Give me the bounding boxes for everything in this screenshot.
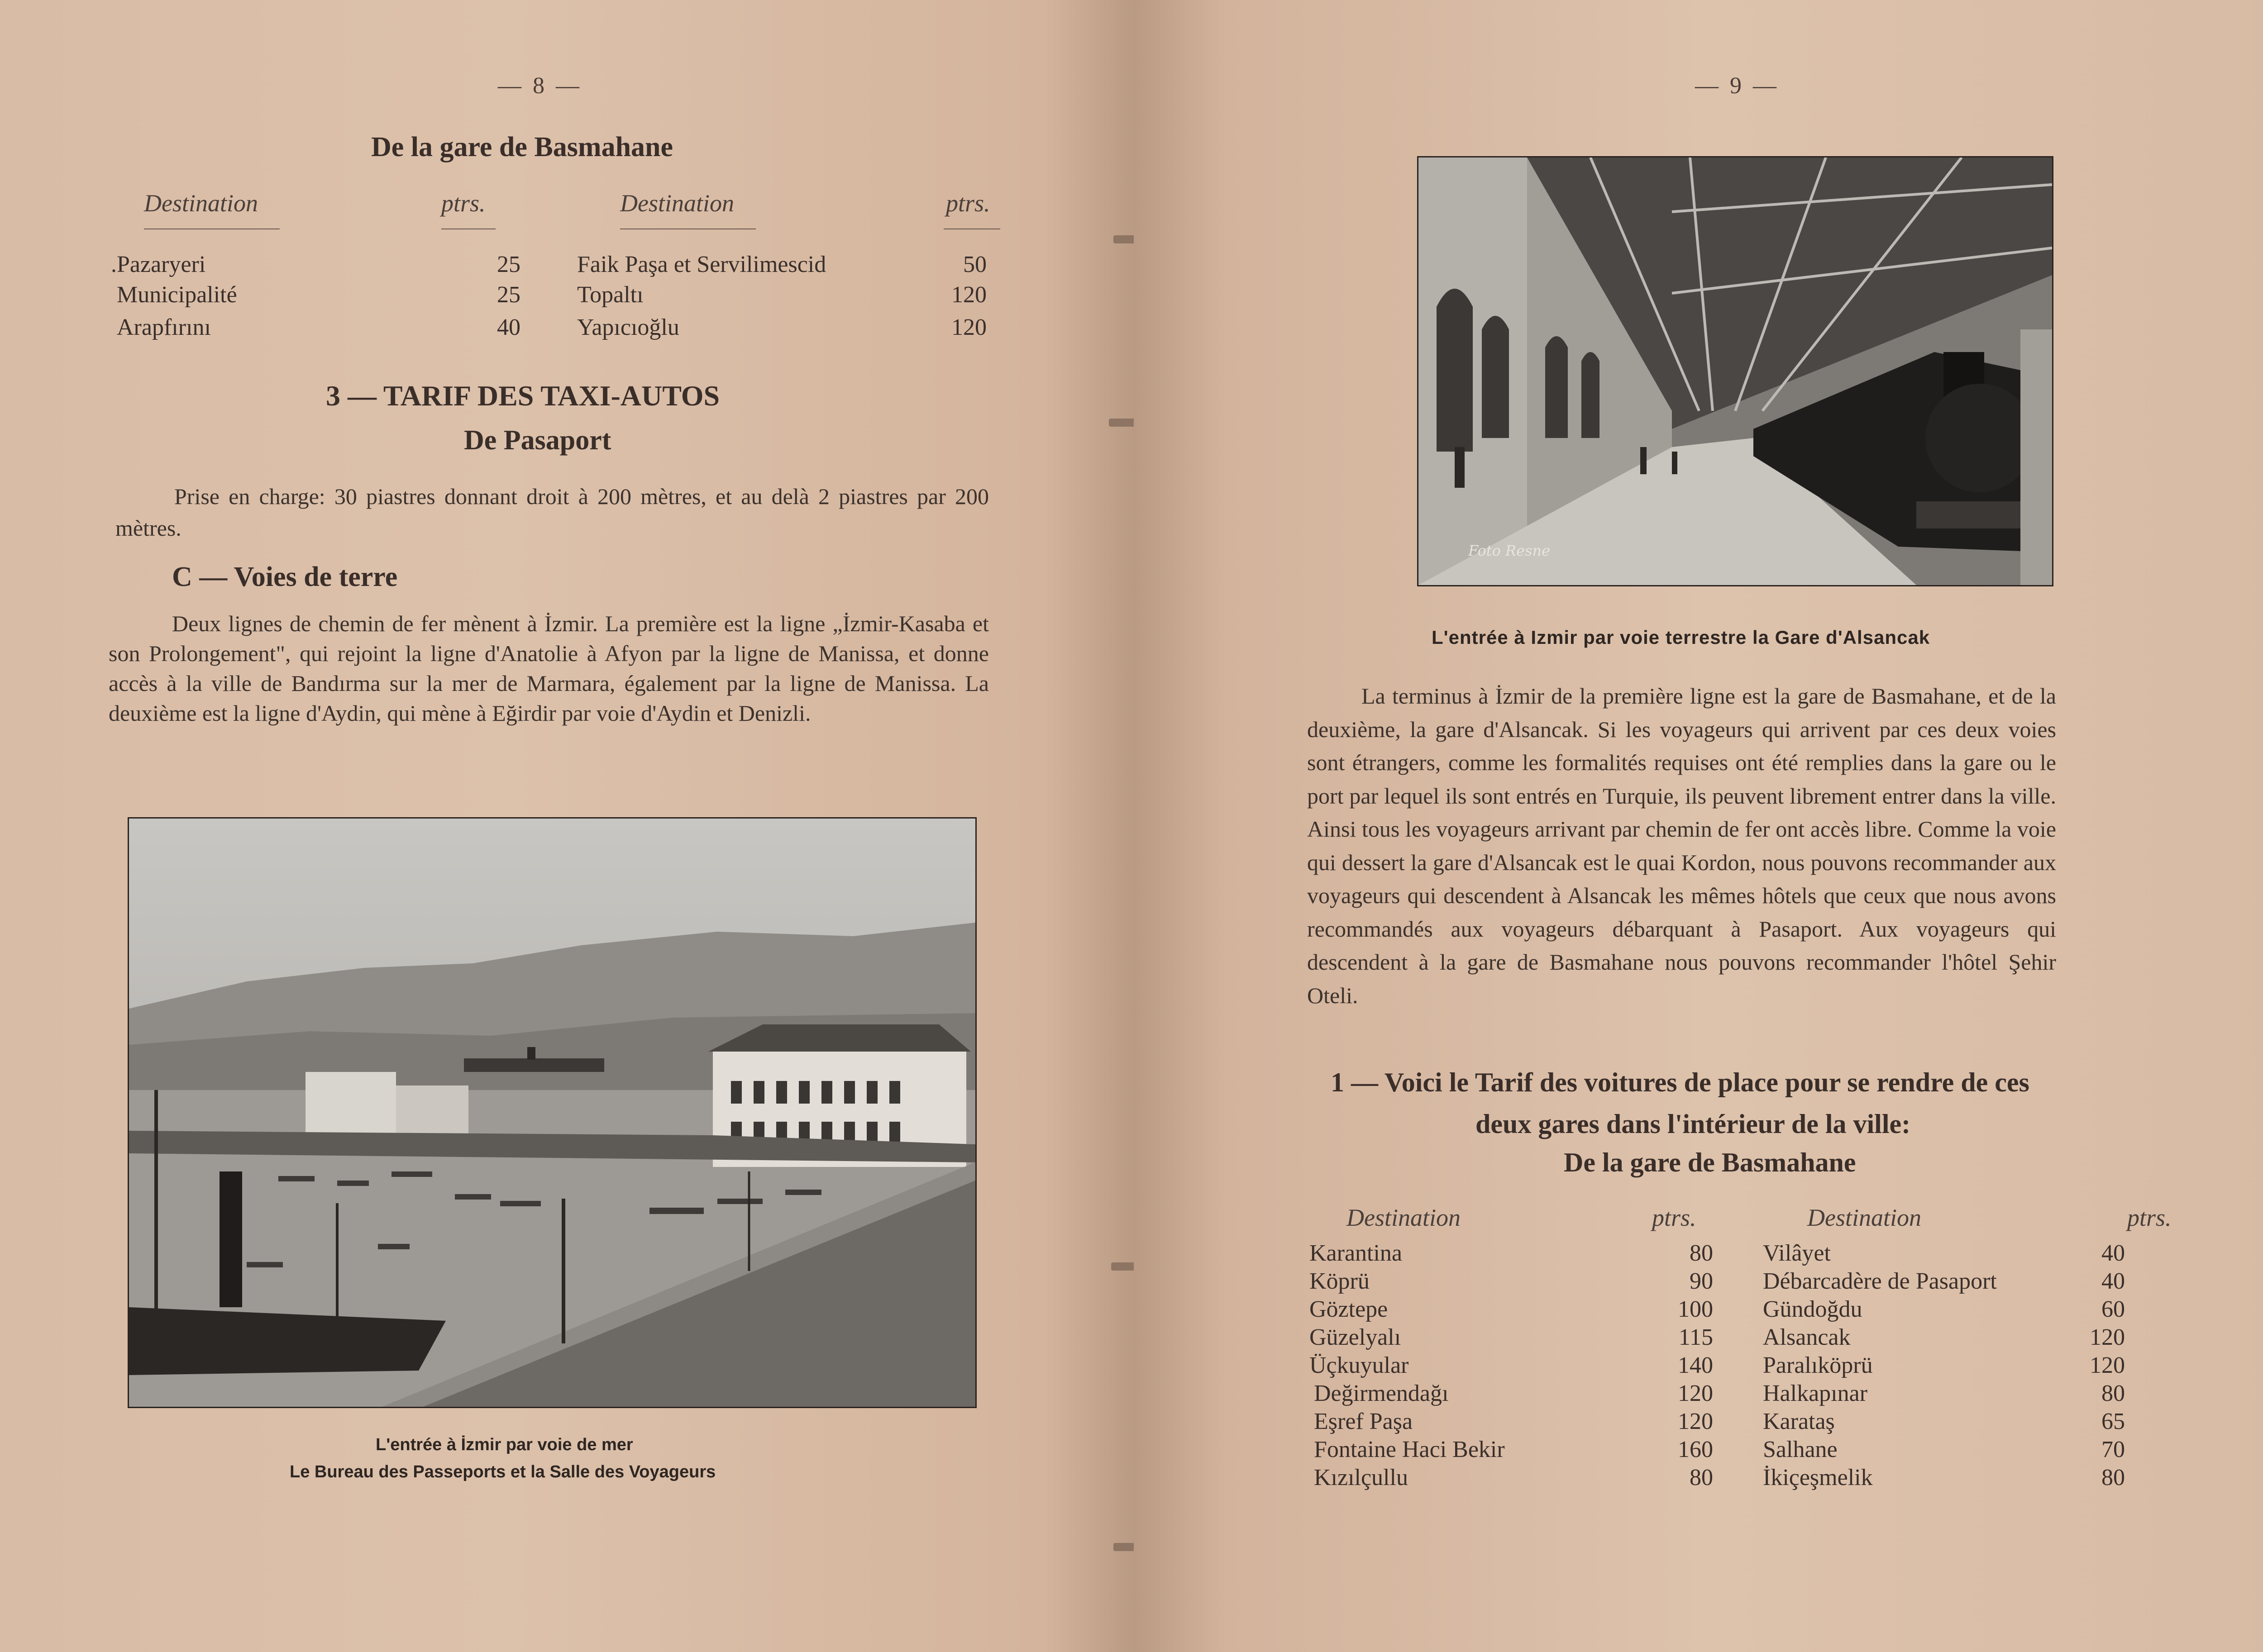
table-header-destination: Destination <box>620 190 734 217</box>
table-row-price: 70 <box>2101 1437 2125 1462</box>
table-row-price: 50 <box>963 252 987 277</box>
voies-title: C — Voies de terre <box>172 562 398 592</box>
table-header-ptrs: ptrs. <box>1652 1204 1696 1231</box>
right-page <box>1134 0 2263 1652</box>
photo-caption-line-1: L'entrée à İzmir par voie de mer <box>376 1435 633 1454</box>
table-row-price: 40 <box>2101 1268 2125 1294</box>
table-row-destination: Faik Paşa et Servilimescid <box>577 252 826 277</box>
station-photo <box>1417 156 2053 586</box>
table-row-price: 115 <box>1678 1324 1713 1350</box>
table-row-destination: Topaltı <box>577 282 644 308</box>
table-row-destination: Alsancak <box>1763 1324 1851 1350</box>
photo-signature: Foto Resne <box>1468 542 1551 559</box>
table-row-price: 60 <box>2101 1296 2125 1322</box>
taxi-tariff-subtitle: De Pasaport <box>464 425 611 456</box>
table-row-price: 80 <box>1690 1465 1713 1490</box>
table-row-destination: Güzelyalı <box>1309 1324 1401 1350</box>
table-header-ptrs: ptrs. <box>2127 1204 2172 1231</box>
table-row-destination: Eşref Paşa <box>1314 1409 1413 1434</box>
table-row-destination: Üçkuyular <box>1309 1352 1409 1378</box>
table-row-destination: Débarcadère de Pasaport <box>1763 1268 1997 1294</box>
table-row-price: 80 <box>2101 1465 2125 1490</box>
table-row-destination: Fontaine Haci Bekir <box>1314 1437 1505 1462</box>
table-row-price: 140 <box>1678 1352 1713 1378</box>
table-row-destination: Değirmendağı <box>1314 1381 1449 1406</box>
table-row-price: 90 <box>1690 1268 1713 1294</box>
photo-caption-line-2: Le Bureau des Passeports et la Salle des Voyageurs <box>290 1462 716 1481</box>
table-row-destination: Salhane <box>1763 1437 1838 1462</box>
table-row-destination: İkiçeşmelik <box>1763 1465 1873 1490</box>
table-row-price: 65 <box>2101 1409 2125 1434</box>
tarif-subtitle: De la gare de Basmahane <box>1564 1147 1856 1177</box>
table-row-destination: Gündoğdu <box>1763 1296 1862 1322</box>
table-row-price: 80 <box>2101 1381 2125 1406</box>
table-row-price: 100 <box>1678 1296 1713 1322</box>
table-row-price: 120 <box>1678 1409 1713 1434</box>
table-row-destination: Köprü <box>1309 1268 1370 1294</box>
table-row-destination: Arapfırını <box>117 314 211 340</box>
table-header-destination: Destination <box>1346 1204 1461 1231</box>
table-row-price: 40 <box>2101 1240 2125 1266</box>
table-row-price: 80 <box>1690 1240 1713 1266</box>
table-row-destination: Halkapınar <box>1763 1381 1868 1406</box>
table-row-price: 120 <box>951 282 987 308</box>
table-row-destination: Vilâyet <box>1763 1240 1831 1266</box>
table-row-price: 120 <box>951 314 987 340</box>
page-number: — 8 — <box>498 73 582 99</box>
tarif-title-line-2: deux gares dans l'intérieur de la ville: <box>1475 1109 1911 1139</box>
table-row-price: 120 <box>2090 1324 2125 1350</box>
table-header-ptrs: ptrs. <box>946 190 990 217</box>
station-photo-caption: L'entrée à Izmir par voie terrestre la Gare d'Alsancak <box>1432 627 1930 648</box>
table-row-destination: Municipalité <box>117 282 237 308</box>
table-row-destination: Göztepe <box>1309 1296 1388 1322</box>
tarif-title-line-1: 1 — Voici le Tarif des voitures de place pour se rendre de ces <box>1331 1067 2029 1097</box>
page-number: — 9 — <box>1695 73 1779 99</box>
table-header-destination: Destination <box>144 190 258 217</box>
table-row-price: 25 <box>497 252 520 277</box>
table-row-destination: Paralıköprü <box>1763 1352 1873 1378</box>
table-row-price: 120 <box>1678 1381 1713 1406</box>
table-header-ptrs: ptrs. <box>441 190 486 217</box>
table-row-price: 40 <box>497 314 520 340</box>
taxi-tariff-title: 3 — TARIF DES TAXI-AUTOS <box>326 380 720 412</box>
table-row-destination: .Pazaryeri <box>111 252 206 277</box>
harbour-photo <box>128 817 977 1408</box>
table-row-destination: Kızılçullu <box>1314 1465 1408 1490</box>
taxi-tariff-text: Prise en charge: 30 piastres donnant droit à 200 mètres, et au delà 2 piastres par 200 mètres. <box>115 484 989 541</box>
table-header-destination: Destination <box>1807 1204 1921 1231</box>
section-title: De la gare de Basmahane <box>371 132 673 162</box>
body-text: La terminus à İzmir de la première ligne est la gare de Basmahane, et de la deuxième, la gare d'Alsancak. Si les voyageurs qui arrivent par ces deux voies sont étrangers, comme les formalités requises ont été remplies dans la gare ou le port par lequel ils sont entrés en Turquie, ils peuvent librement entrer dans la ville. Ainsi tous les voyageurs arrivant par chemin de fer ont accès libre. Comme la voie qui dessert la gare d'Alsancak est le quai Kordon, nous pouvons recommander aux voyageurs qui descendent à Alsancak les mêmes hôtels que ceux que nous avons recommandés aux voyageurs débarquant à Pasaport. Aux voyageurs qui descendent à la gare de Basmahane nous pouvons recommander l'hôtel Şehir Oteli. <box>1307 683 2056 1008</box>
table-row-destination: Karataş <box>1763 1409 1835 1434</box>
table-row-destination: Yapıcıoğlu <box>577 314 679 340</box>
voies-text: Deux lignes de chemin de fer mènent à İzmir. La première est la ligne „İzmir-Kasaba et son Prolongement", qui rejoint la ligne d'Anatolie à Afyon par la ligne de Manissa, et donne accès à la ville de Bandırma sur la mer de Marmara, également par la ligne de Manissa. La deuxième est la ligne d'Aydin, qui mène à Eğirdir par voie d'Aydin et Denizli. <box>109 611 989 726</box>
table-row-price: 25 <box>497 282 520 308</box>
table-row-destination: Karantina <box>1309 1240 1403 1266</box>
table-row-price: 160 <box>1678 1437 1713 1462</box>
table-row-price: 120 <box>2090 1352 2125 1378</box>
